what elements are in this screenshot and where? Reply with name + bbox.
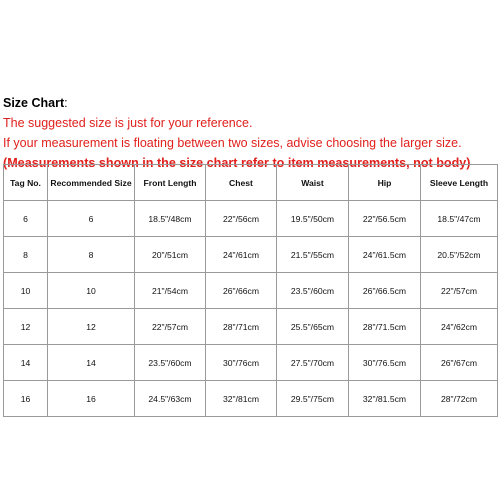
hip-cell: 24"/61.5cm	[349, 237, 421, 273]
column-header-waist: Waist	[277, 165, 349, 201]
table-row	[4, 381, 498, 417]
column-header-front-length: Front Length	[135, 165, 206, 201]
chest-cell: 24"/61cm	[206, 237, 277, 273]
size-chart-intro	[3, 93, 497, 173]
recommended-size-cell: 10	[48, 273, 135, 309]
waist-cell: 27.5"/70cm	[277, 345, 349, 381]
table-row	[4, 201, 498, 237]
hip-cell: 30"/76.5cm	[349, 345, 421, 381]
chest-cell: 22"/56cm	[206, 201, 277, 237]
column-header-tag-no: Tag No.	[4, 165, 48, 201]
chest-cell: 30"/76cm	[206, 345, 277, 381]
table-row	[4, 273, 498, 309]
hip-cell: 26"/66.5cm	[349, 273, 421, 309]
sleeve-length-cell: 24"/62cm	[421, 309, 498, 345]
waist-cell: 19.5"/50cm	[277, 201, 349, 237]
sleeve-length-cell: 20.5"/52cm	[421, 237, 498, 273]
title-colon: :	[64, 96, 68, 110]
waist-cell: 29.5"/75cm	[277, 381, 349, 417]
size-chart-table	[3, 164, 498, 417]
recommended-size-cell: 6	[48, 201, 135, 237]
front-length-cell: 20"/51cm	[135, 237, 206, 273]
recommended-size-cell: 8	[48, 237, 135, 273]
size-chart-title-line	[3, 93, 497, 113]
hip-cell: 32"/81.5cm	[349, 381, 421, 417]
size-chart-title: Size Chart	[3, 96, 65, 110]
sleeve-length-cell: 28"/72cm	[421, 381, 498, 417]
tag-no-cell: 12	[4, 309, 48, 345]
table-row	[4, 345, 498, 381]
table-row	[4, 309, 498, 345]
table-body	[4, 201, 498, 417]
sleeve-length-cell: 18.5"/47cm	[421, 201, 498, 237]
tag-no-cell: 8	[4, 237, 48, 273]
table-header	[4, 165, 498, 201]
front-length-cell: 18.5"/48cm	[135, 201, 206, 237]
recommended-size-cell: 16	[48, 381, 135, 417]
waist-cell: 23.5"/60cm	[277, 273, 349, 309]
column-header-recommended-size: Recommended Size	[48, 165, 135, 201]
measurement-note: (Measurements shown in the size chart refer to item measurements, not body)	[3, 156, 471, 170]
chest-cell: 26"/66cm	[206, 273, 277, 309]
front-length-cell: 22"/57cm	[135, 309, 206, 345]
front-length-cell: 23.5"/60cm	[135, 345, 206, 381]
chest-cell: 32"/81cm	[206, 381, 277, 417]
sleeve-length-cell: 26"/67cm	[421, 345, 498, 381]
column-header-chest: Chest	[206, 165, 277, 201]
reference-note: The suggested size is just for your reference.	[3, 116, 253, 130]
column-header-hip: Hip	[349, 165, 421, 201]
tag-no-cell: 10	[4, 273, 48, 309]
waist-cell: 21.5"/55cm	[277, 237, 349, 273]
header-row	[4, 165, 498, 201]
hip-cell: 28"/71.5cm	[349, 309, 421, 345]
tag-no-cell: 14	[4, 345, 48, 381]
waist-cell: 25.5"/65cm	[277, 309, 349, 345]
recommended-size-cell: 14	[48, 345, 135, 381]
column-header-sleeve-length: Sleeve Length	[421, 165, 498, 201]
front-length-cell: 21"/54cm	[135, 273, 206, 309]
tag-no-cell: 6	[4, 201, 48, 237]
hip-cell: 22"/56.5cm	[349, 201, 421, 237]
larger-size-advice: If your measurement is floating between two sizes, advise choosing the larger size.	[3, 136, 462, 150]
chest-cell: 28"/71cm	[206, 309, 277, 345]
recommended-size-cell: 12	[48, 309, 135, 345]
table-row	[4, 237, 498, 273]
front-length-cell: 24.5"/63cm	[135, 381, 206, 417]
tag-no-cell: 16	[4, 381, 48, 417]
sleeve-length-cell: 22"/57cm	[421, 273, 498, 309]
